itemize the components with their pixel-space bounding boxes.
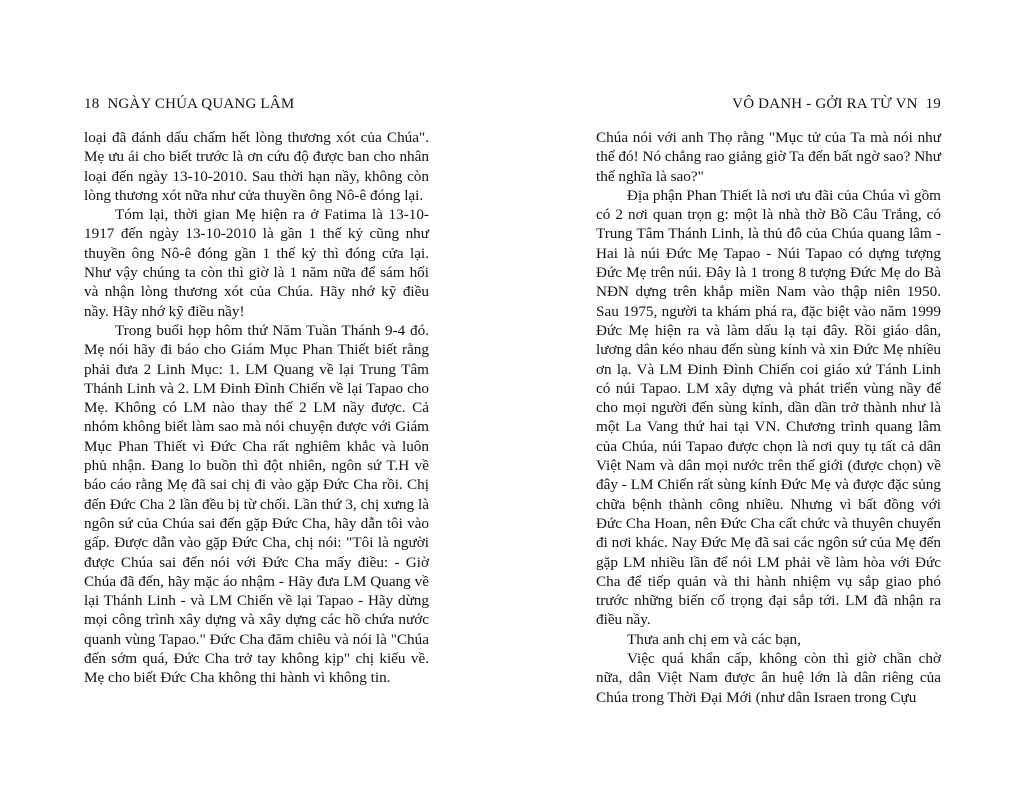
paragraph: loại đã đánh dấu chấm hết lòng thương xót của Chúa". Mẹ ưu ái cho biết trước là ơn cứu độ được ban cho nhân loại đến ngày 13-10-2010. Sau thời hạn nầy, không còn lòng thương xót nữa như cửa thuyền ông Nô-ê đóng lại. <box>84 129 429 204</box>
paragraph: Trong buổi họp hôm thứ Năm Tuần Thánh 9-4 đó. Mẹ nói hãy đi báo cho Giám Mục Phan Thiết biết rằng phải đưa 2 Linh Mục: 1. LM Quang về lại Trung Tâm Thánh Linh và 2. LM Đinh Đình Chiến về lại Tapao cho Mẹ. Không có LM nào thay thế 2 LM nầy được. Cả nhóm không biết làm sao mà nói chuyện được với Giám Mục Phan Thiết vì Đức Cha rất nghiêm khắc và luôn phủ nhận. Đang lo buồn thì đột nhiên, ngôn sứ T.H về báo cáo rằng Mẹ đã sai chị đi vào gặp Đức Cha rồi. Chị đến Đức Cha 2 lần đều bị từ chối. Lần thứ 3, chị xưng là ngôn sứ của Chúa sai đến gặp Đức Cha, hãy dẫn tôi vào gấp. Được dẫn vào gặp Đức Cha, chị nói: "Tôi là người được Chúa sai đến nói với Đức Cha mấy điều: - Giờ Chúa đã đến, hãy mặc áo nhậm - Hãy đưa LM Quang về lại Thánh Linh - và LM Chiến về lại Tapao - Hãy dừng mọi công trình xây dựng và xây dựng các hồ chứa nước quanh vùng Tapao." Đức Cha đăm chiêu và nói là "Chúa đến sớm quá, Đức Cha trở tay không kịp" chị kiếu về. Mẹ cho biết Đức Cha không thi hành vì không tin. <box>84 321 429 687</box>
left-page-number: 18 <box>84 96 100 112</box>
left-running-title: NGÀY CHÚA QUANG LÂM <box>107 96 295 112</box>
paragraph: Địa phận Phan Thiết là nơi ưu đãi của Chúa vì gồm có 2 nơi quan trọn g: một là nhà thờ Bồ Câu Trắng, có Trung Tâm Thánh Linh, là thủ đô của Chúa quang lâm - Hai là núi Đức Mẹ Tapao - Núi Tapao có dựng tượng Đức Mẹ trên núi. Đây là 1 trong 8 tượng Đức Mẹ do Bà NĐN dựng trên khắp miền Nam vào thập niên 1950. Sau 1975, người ta khám phá ra, đặc biệt vào năm 1999 Đức Mẹ hiện ra và làm dấu lạ tại đây. Rồi giáo dân, lương dân kéo nhau đến sùng kính và xin Đức Mẹ nhiều ơn lạ. Và LM Đinh Đình Chiến coi giáo xứ Tánh Linh có núi Tapao. LM xây dựng và phát triển vùng nầy để cho mọi người đến sùng kính, dần dần trở thành như là một La Vang thứ hai tại VN. Chương trình quang lâm của Chúa, núi Tapao được chọn là nơi quy tụ tất cả dân Việt Nam và dân mọi nước trên thế giới (được chọn) về đây - LM Chiến rất sùng kính Đức Mẹ và được đặc sủng chữa bệnh thành công nhiều. Nhưng vì bất đồng với Đức Cha Hoan, nên Đức Cha cất chức và thuyên chuyển đi nơi khác. Nay Đức Mẹ đã sai các ngôn sứ của Mẹ đến gặp LM nhiều lần để nói LM phải về làm hòa với Đức Cha để tiếp quản và thi hành nhiệm vụ sắp giao phó trước những biến cố trọng đại sắp tới. LM đã nhận ra điều nầy. <box>596 186 941 629</box>
paragraph: Chúa nói với anh Thọ rằng "Mục tử của Ta mà nói như thế đó! Nó chẳng rao giảng giờ Ta đến bất ngờ sao? Như thế nghĩa là sao?" <box>596 129 941 185</box>
paragraph: Việc quá khẩn cấp, không còn thì giờ chần chờ nữa, dân Việt Nam được ân huệ lớn là dân riêng của Chúa trong Thời Đại Mới (như dân Israen trong Cựu <box>596 650 941 706</box>
right-page-body <box>596 128 941 707</box>
left-page-body <box>84 128 429 688</box>
paragraph: Thưa anh chị em và các bạn, <box>627 630 801 648</box>
paragraph: Tóm lại, thời gian Mẹ hiện ra ở Fatima là 13-10-1917 đến ngày 13-10-2010 là gần 1 thế kỷ cũng như thuyền ông Nô-ê đóng gần 1 thế kỷ thì đóng cửa lại. Như vậy chúng ta còn thì giờ là 1 năm nữa để sám hối và nhận lòng thương xót của Chúa. Hãy nhớ kỹ điều nầy. Hãy nhớ kỹ điều nầy! <box>84 206 429 320</box>
right-page <box>512 0 1024 791</box>
right-page-number: 19 <box>925 96 941 112</box>
left-page-header <box>84 96 294 113</box>
right-running-title: VÔ DANH - GỞI RA TỪ VN <box>732 96 918 112</box>
right-page-header <box>732 96 941 113</box>
